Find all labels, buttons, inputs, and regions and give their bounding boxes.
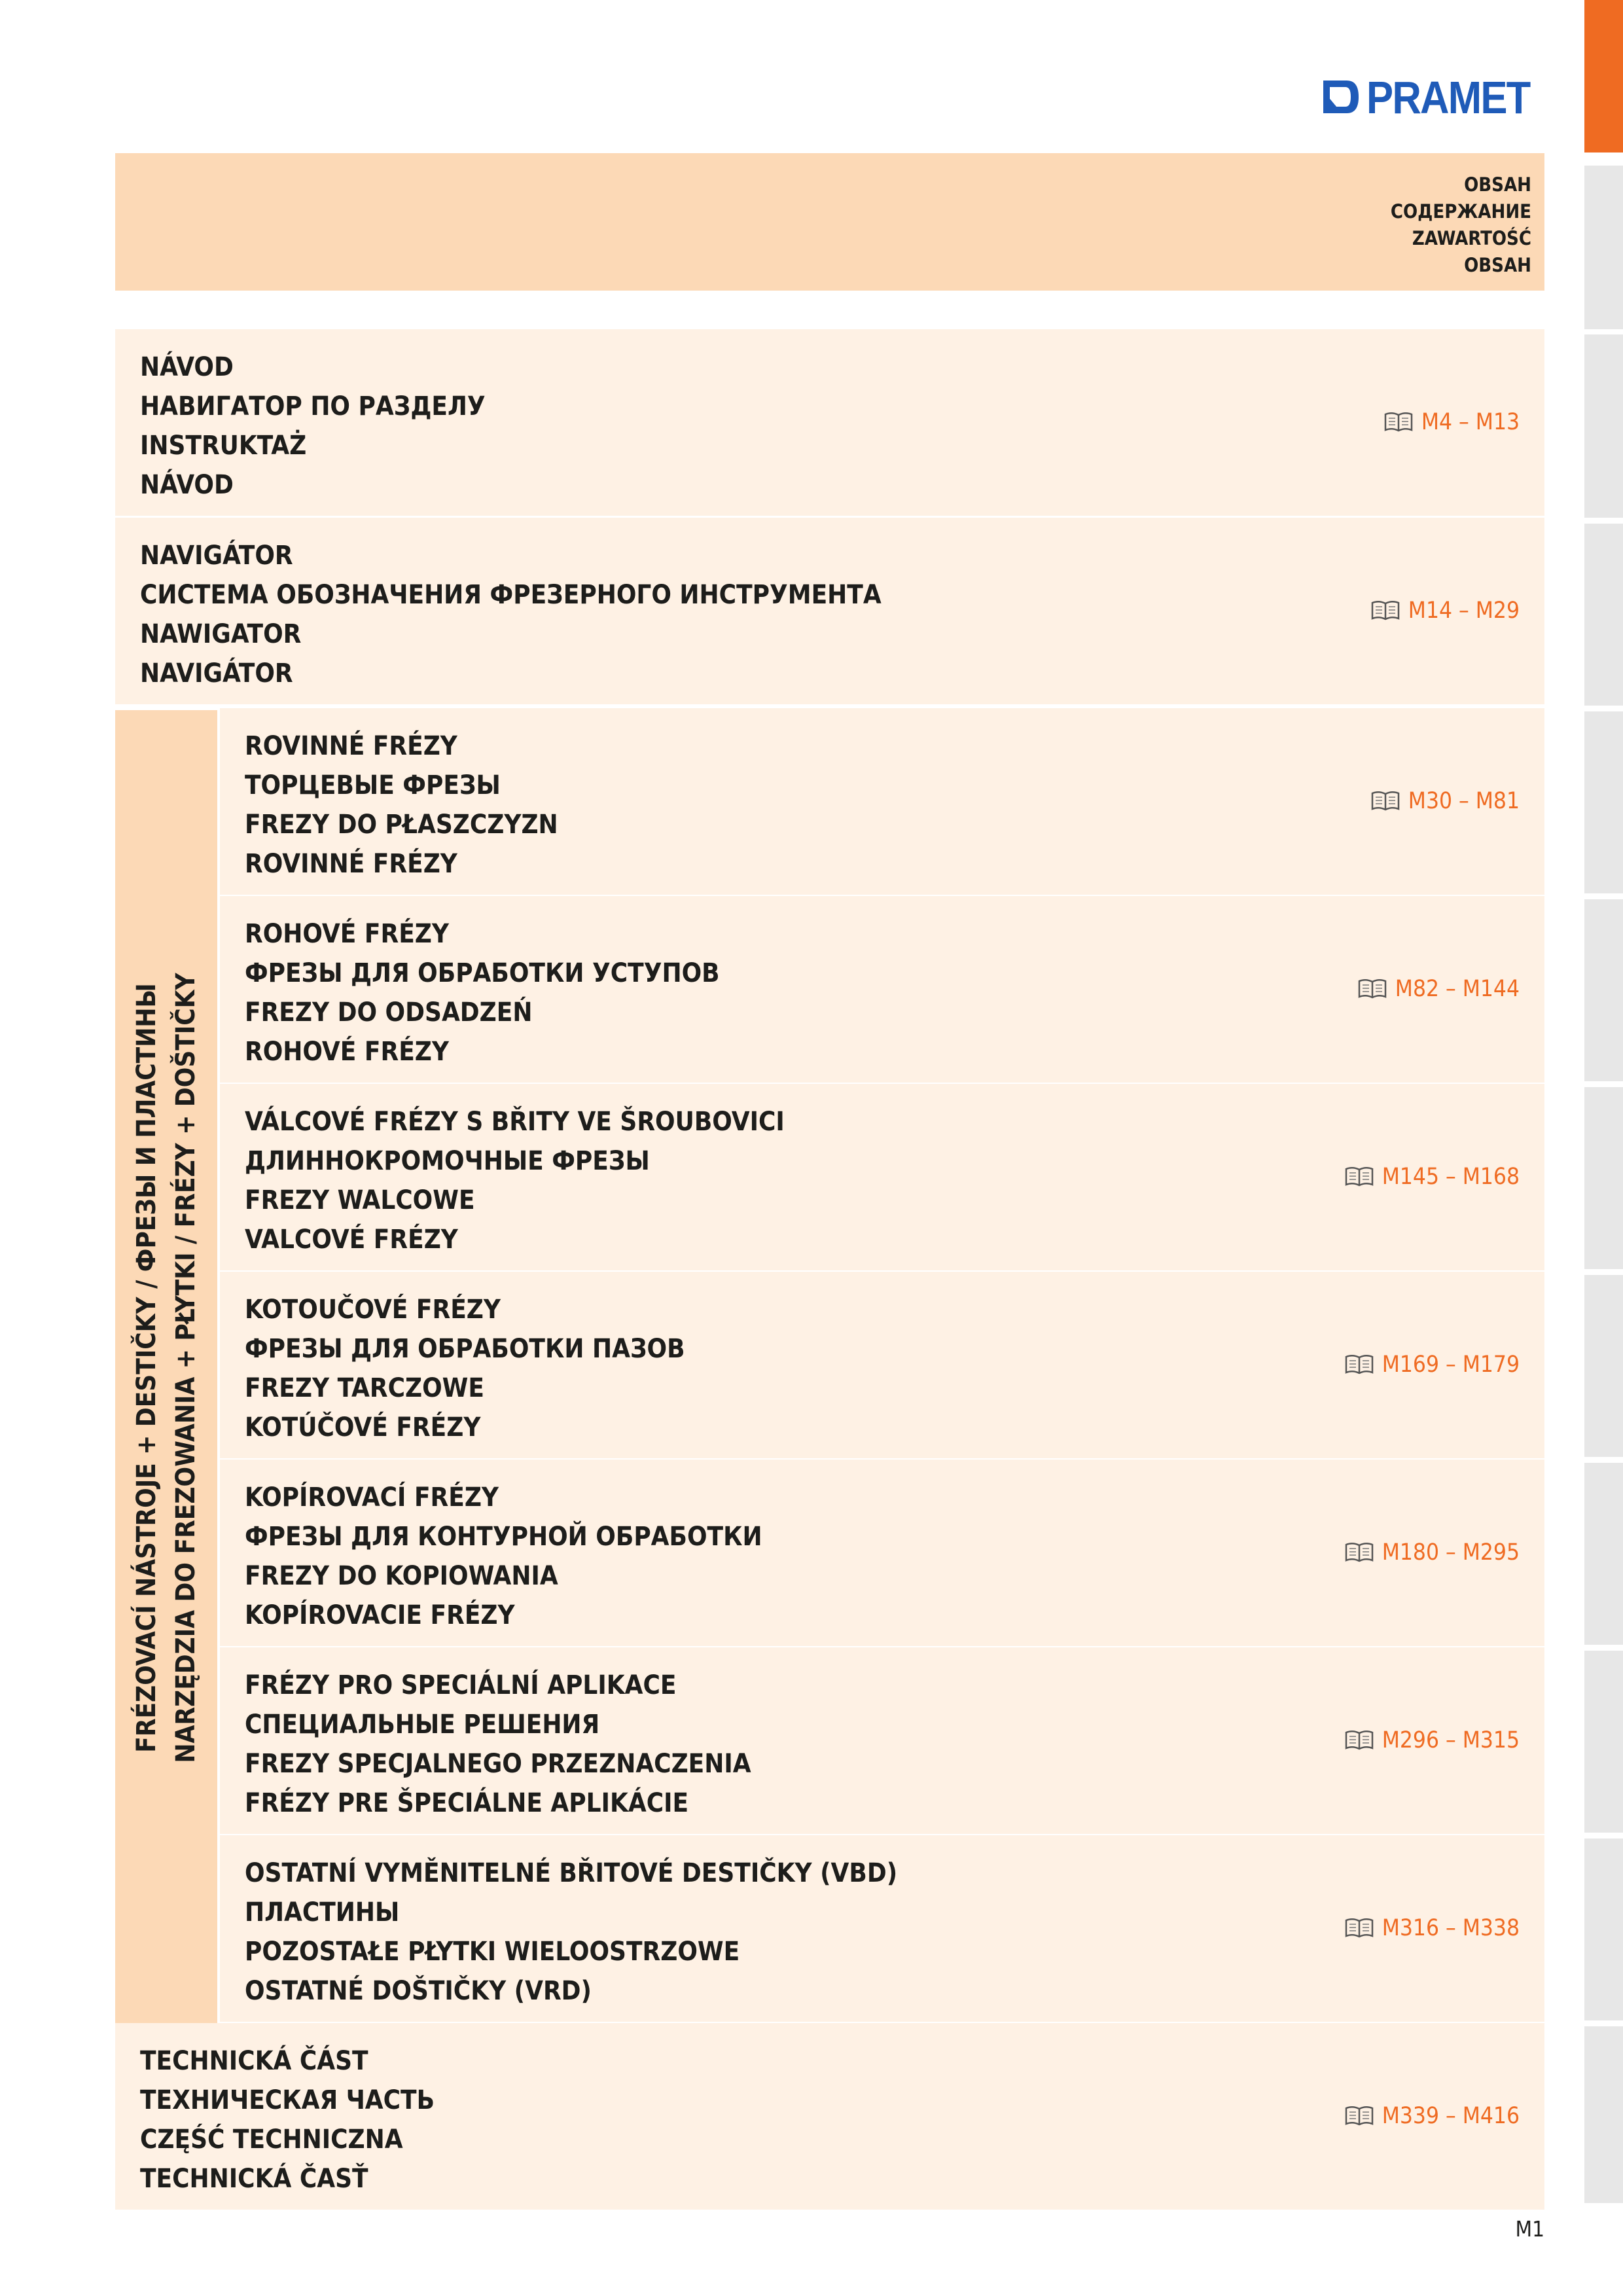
book-icon [1344,1541,1374,1564]
toc-row[interactable] [115,329,1544,516]
toc-row-title-line: KOTÚČOVÉ FRÉZY [245,1412,481,1443]
toc-row-title-line: NAWIGATOR [140,619,302,649]
toc-row[interactable] [220,1272,1544,1458]
section-tab[interactable] [1584,899,1623,1081]
section-tab[interactable] [1584,1651,1623,1833]
toc-row-title-line: FRÉZY PRE ŠPECIÁLNE APLIKÁCIE [245,1788,689,1818]
toc-row-titles [245,1290,685,1447]
toc-row-page-range: M169 – M179 [1382,1352,1520,1378]
toc-row-titles [140,536,882,693]
category-line: NARZĘDZIA DO FREZOWANIA + PŁYTKI / FRÉZY + DOŠTIČKY [171,972,201,1763]
section-tab[interactable] [1584,711,1623,893]
book-icon [1344,1729,1374,1751]
toc-row-page-link[interactable] [1344,1726,1520,1755]
toc-row-titles [245,1478,762,1635]
toc-row[interactable] [220,708,1544,895]
toc-row-titles [245,914,720,1071]
toc-row-title-line: TECHNICKÁ ČÁST [140,2046,368,2076]
toc-row-page-link[interactable] [1344,1350,1520,1379]
toc-row-title-line: OSTATNÍ VYMĚNITELNÉ BŘITOVÉ DESTIČKY (VBD) [245,1858,898,1888]
toc-row-title-line: ROHOVÉ FRÉZY [245,1037,449,1067]
section-tab[interactable] [1584,1087,1623,1269]
toc-row[interactable] [220,1460,1544,1646]
title-sk: OBSAH [1464,254,1531,276]
toc-row-page-range: M145 – M168 [1382,1164,1520,1190]
toc-row-page-link[interactable] [1383,408,1520,437]
toc-row-title-line: NAVIGÁTOR [140,541,293,571]
toc-row-title-line: FRÉZY PRO SPECIÁLNÍ APLIKACE [245,1670,677,1700]
toc-row-title-line: ФРЕЗЫ ДЛЯ ОБРАБОТКИ ПАЗОВ [245,1334,685,1364]
toc-row-page-range: M339 – M416 [1382,2103,1520,2129]
toc-row-title-line: FREZY DO ODSADZEŃ [245,997,533,1028]
toc-row-titles [245,1102,785,1259]
section-tab[interactable] [1584,334,1623,518]
toc-row-title-line: ROHOVÉ FRÉZY [245,919,449,949]
toc-row-titles [245,1666,751,1823]
toc-row-page-range: M296 – M315 [1382,1727,1520,1753]
toc-row-title-line: FREZY TARCZOWE [245,1373,484,1403]
toc-row-page-link[interactable] [1344,1162,1520,1191]
toc-row-title-line: INSTRUKTAŻ [140,431,307,461]
title-cs: OBSAH [1464,173,1531,196]
section-tab[interactable] [1584,2026,1623,2203]
toc-row-title-line: ДЛИННОКРОМОЧНЫЕ ФРЕЗЫ [245,1146,650,1176]
title-ru: СОДЕРЖАНИЕ [1390,200,1531,223]
page-number: M1 [1515,2216,1544,2242]
toc-row[interactable] [115,2023,1544,2210]
toc-row-page-link[interactable] [1370,596,1520,625]
section-tab[interactable] [1584,1463,1623,1645]
book-icon [1357,978,1387,1000]
toc-row[interactable] [220,1084,1544,1270]
active-section-tab[interactable] [1584,0,1623,152]
book-icon [1370,790,1400,812]
section-tab-strip [1584,0,1623,2203]
book-icon [1344,2105,1374,2127]
book-icon [1344,1354,1374,1376]
toc-row[interactable] [220,1647,1544,1834]
toc-row-page-range: M4 – M13 [1421,409,1520,435]
pramet-mark-icon [1321,78,1361,116]
section-tab[interactable] [1584,166,1623,329]
toc-row-title-line: FREZY DO PŁASZCZYZN [245,810,558,840]
toc-row[interactable] [220,896,1544,1083]
toc-row-page-link[interactable] [1344,1914,1520,1943]
toc-row-title-line: ФРЕЗЫ ДЛЯ ОБРАБОТКИ УСТУПОВ [245,958,720,988]
book-icon [1370,600,1400,622]
toc-row-page-link[interactable] [1344,2102,1520,2130]
toc-row-title-line: CZĘŚĆ TECHNICZNA [140,2125,403,2155]
category-line: FRÉZOVACÍ NÁSTROJE + DESTIČKY / ФРЕЗЫ И ПЛАСТИНЫ [132,982,162,1753]
toc-row-title-line: NÁVOD [140,470,234,500]
pramet-logo [1321,72,1544,123]
toc-row-page-range: M30 – M81 [1408,788,1520,814]
book-icon [1383,411,1414,433]
toc-row-title-line: POZOSTAŁE PŁYTKI WIELOOSTRZOWE [245,1937,740,1967]
toc-row-title-line: NAVIGÁTOR [140,658,293,689]
book-icon [1344,1917,1374,1939]
toc-row[interactable] [115,518,1544,704]
toc-row-page-link[interactable] [1357,975,1520,1003]
toc-row-title-line: НАВИГАТОР ПО РАЗДЕЛУ [140,391,486,422]
toc-row[interactable] [220,1835,1544,2022]
page-title [1391,171,1531,279]
toc-row-title-line: FREZY SPECJALNEGO PRZEZNACZENIA [245,1749,751,1779]
toc-row-title-line: TECHNICKÁ ČASŤ [140,2164,368,2194]
toc-row-title-line: ТОРЦЕВЫЕ ФРЕЗЫ [245,770,501,800]
header-band [115,153,1544,291]
toc-row-title-line: СИСТЕМА ОБОЗНАЧЕНИЯ ФРЕЗЕРНОГО ИНСТРУМЕНТА [140,580,882,610]
category-label [127,973,205,1763]
toc-row-title-line: СПЕЦИАЛЬНЫЕ РЕШЕНИЯ [245,1710,600,1740]
category-band [115,710,217,2025]
section-tab[interactable] [1584,1275,1623,1457]
toc-row-page-link[interactable] [1344,1538,1520,1567]
toc-row-title-line: KOPÍROVACÍ FRÉZY [245,1482,499,1513]
toc-row-title-line: ТЕХНИЧЕСКАЯ ЧАСТЬ [140,2085,435,2115]
toc-row-page-range: M14 – M29 [1408,598,1520,624]
toc-row-page-range: M180 – M295 [1382,1539,1520,1566]
toc-row-title-line: FREZY DO KOPIOWANIA [245,1561,558,1591]
toc-row-page-link[interactable] [1370,787,1520,816]
brand-wordmark: PRAMET [1366,72,1530,123]
toc-row-title-line: NÁVOD [140,352,234,382]
toc-row-titles [245,1854,897,2011]
toc-row-title-line: ROVINNÉ FRÉZY [245,849,457,879]
toc-row-title-line: KOTOUČOVÉ FRÉZY [245,1295,501,1325]
toc-row-titles [245,726,558,884]
toc-row-titles [140,2041,435,2198]
toc-row-title-line: KOPÍROVACIE FRÉZY [245,1600,515,1630]
section-tab[interactable] [1584,524,1623,706]
toc-row-title-line: ПЛАСТИНЫ [245,1897,400,1928]
toc-row-title-line: OSTATNÉ DOŠTIČKY (VRD) [245,1976,592,2006]
toc-row-title-line: ROVINNÉ FRÉZY [245,731,457,761]
toc-row-title-line: VALCOVÉ FRÉZY [245,1225,458,1255]
toc-row-page-range: M316 – M338 [1382,1915,1520,1941]
title-pl: ZAWARTOŚĆ [1412,227,1531,249]
toc-row-titles [140,348,486,505]
book-icon [1344,1166,1374,1188]
toc-row-title-line: ФРЕЗЫ ДЛЯ КОНТУРНОЙ ОБРАБОТКИ [245,1522,762,1552]
toc-row-page-range: M82 – M144 [1395,976,1520,1002]
toc-row-title-line: FREZY WALCOWE [245,1185,475,1215]
toc-row-title-line: VÁLCOVÉ FRÉZY S BŘITY VE ŠROUBOVICI [245,1107,785,1137]
section-tab[interactable] [1584,1839,1623,2020]
